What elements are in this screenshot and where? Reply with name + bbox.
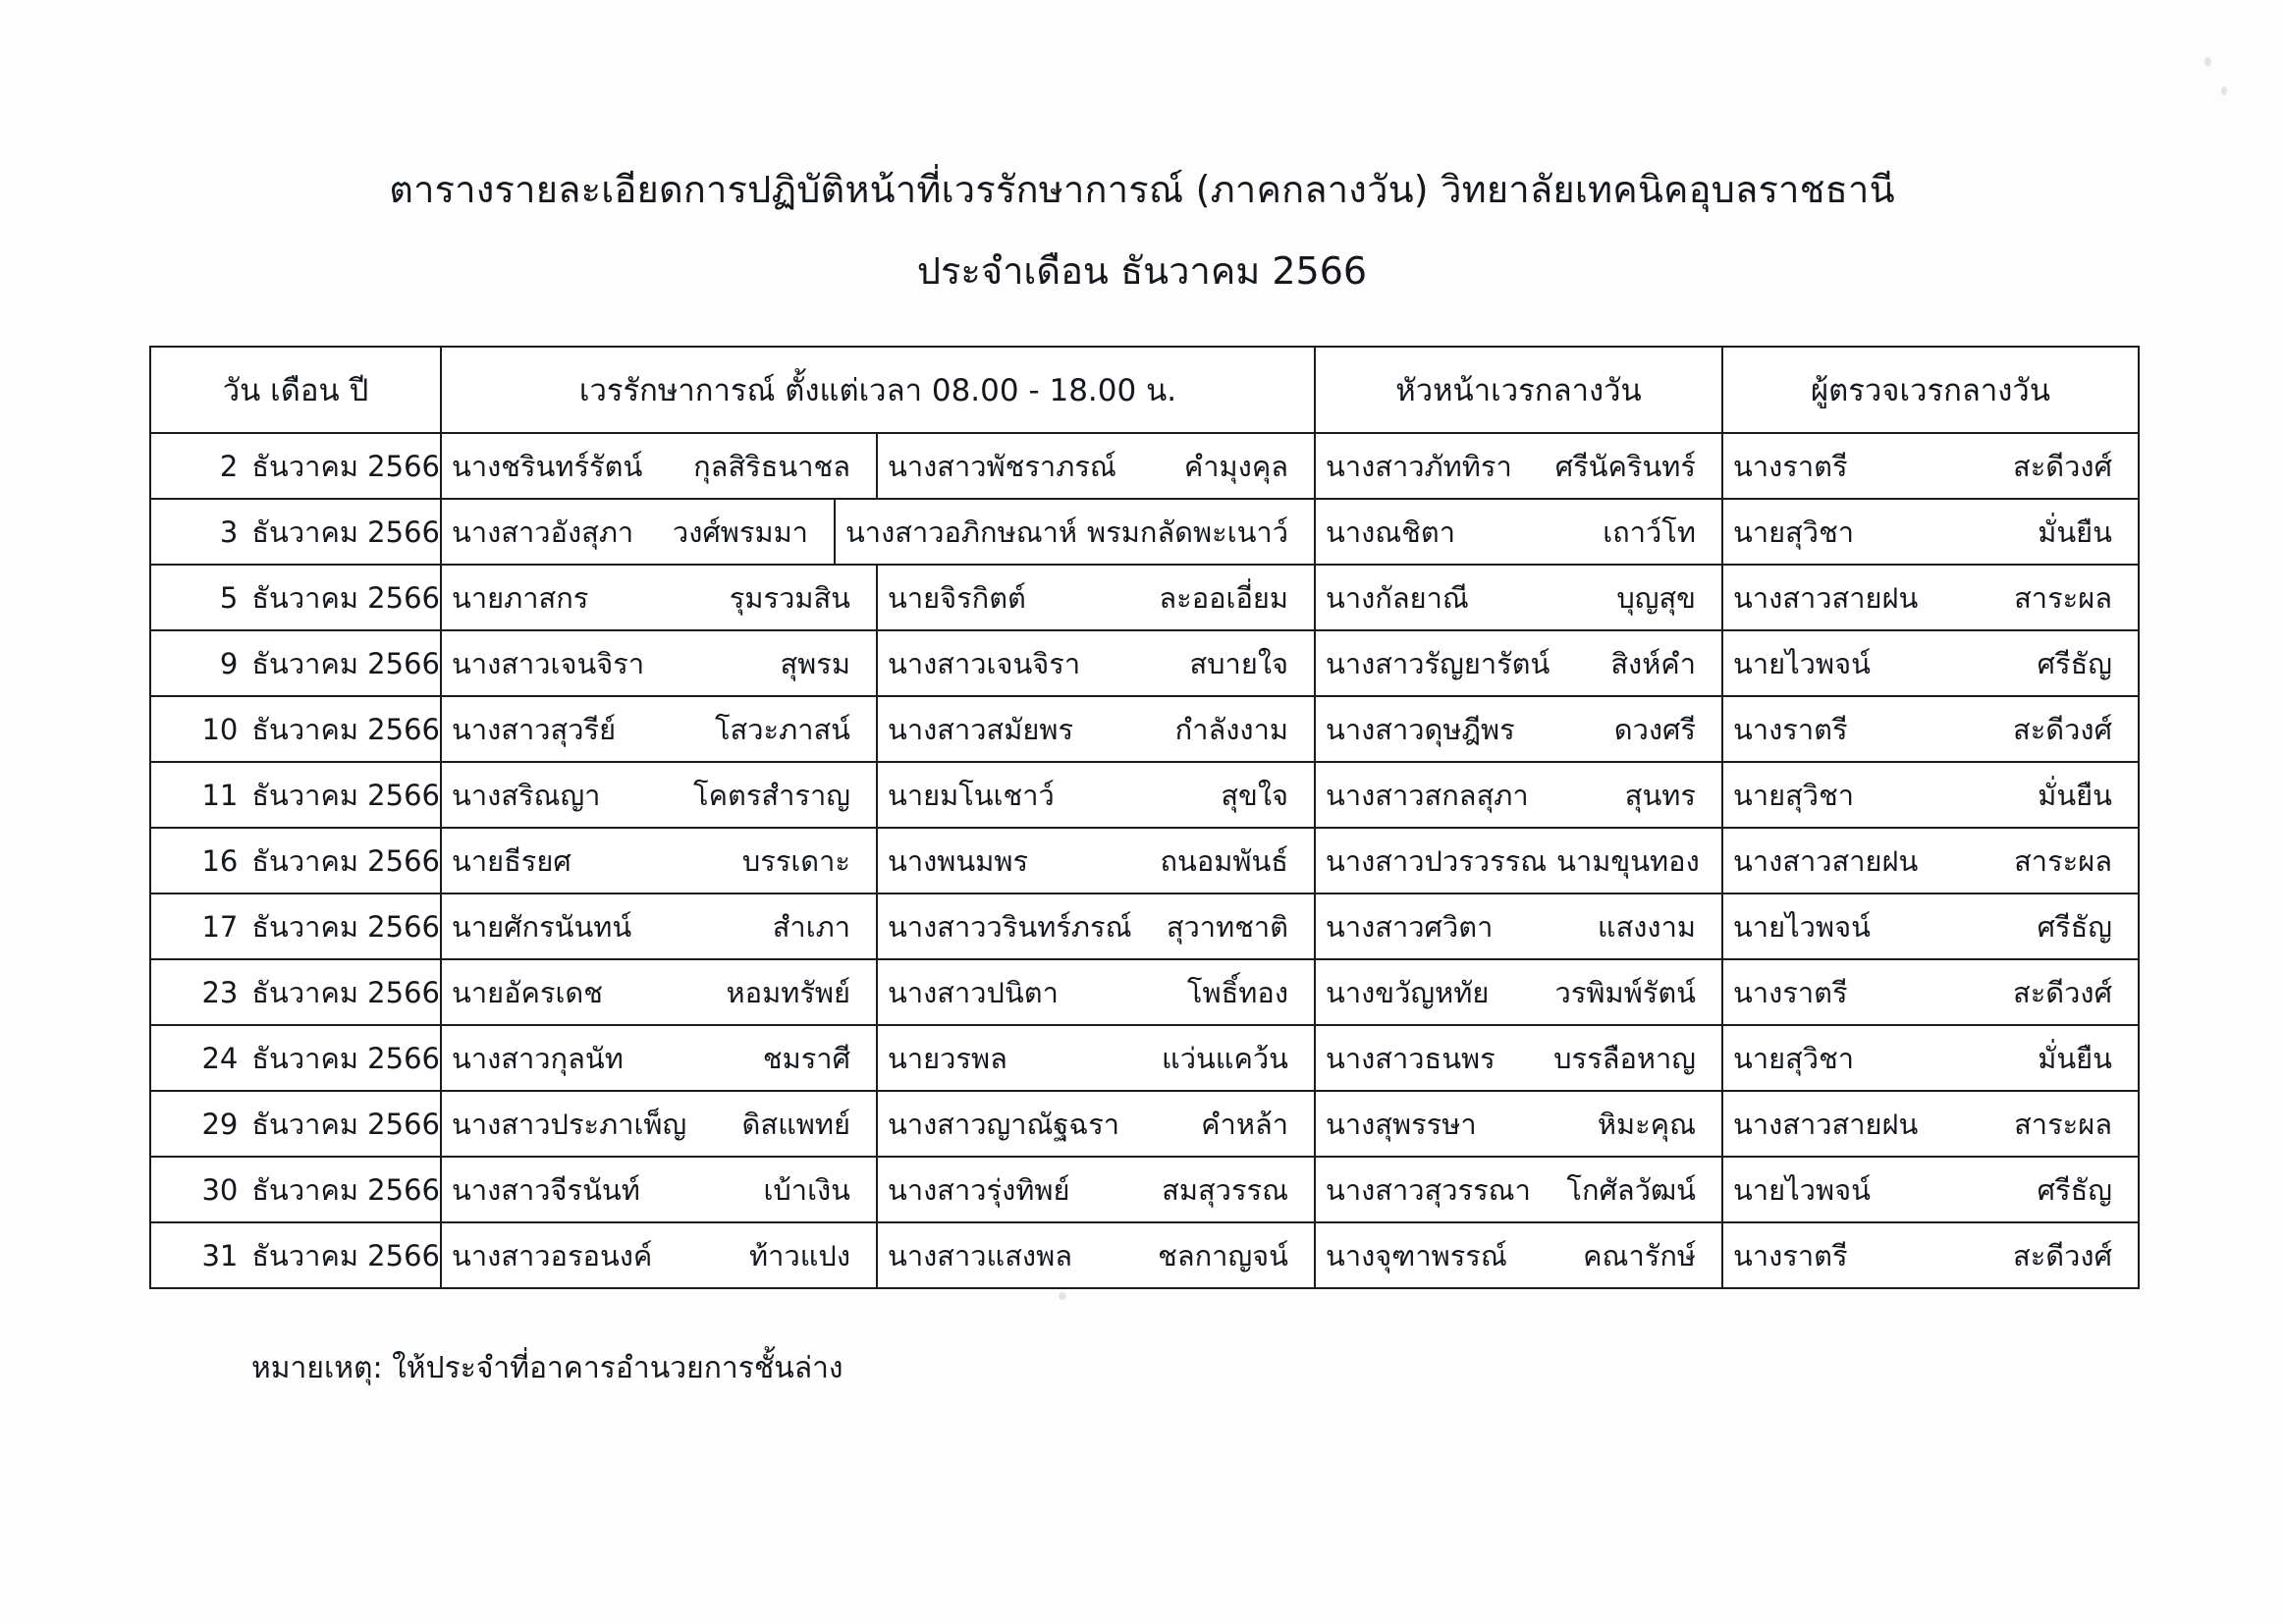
person-given-name: นายภาสกร: [452, 580, 589, 615]
date-month-year: ธันวาคม 2566: [251, 843, 440, 878]
cell-inspector: [1722, 1157, 2139, 1222]
person-family-name: มั่นยืน: [2038, 1041, 2112, 1075]
person-family-name: สะดีวงศ์: [2013, 1238, 2112, 1272]
person-family-name: ศรีนัครินทร์: [1554, 449, 1696, 483]
table-row: [150, 959, 2139, 1025]
person-given-name: นางพนมพร: [888, 843, 1029, 878]
date-day: 16: [201, 843, 239, 878]
cell-inspector: [1722, 893, 2139, 959]
person-family-name: เบ้าเงิน: [763, 1172, 850, 1207]
table-row: [150, 828, 2139, 893]
duty-officer-1: [442, 829, 878, 893]
cell-date: [150, 433, 441, 499]
cell-inspector: [1722, 1091, 2139, 1157]
person-family-name: ศรีธัญ: [2037, 646, 2112, 680]
duty-officer-2: [878, 434, 1314, 498]
schedule-table-wrapper: [149, 346, 2138, 1289]
person-given-name: นางสาวสายฝน: [1733, 580, 1919, 615]
person-given-name: นางราตรี: [1733, 449, 1848, 483]
schedule-table-body: [150, 433, 2139, 1288]
duty-officer-1: [442, 1223, 878, 1287]
date-month-year: ธันวาคม 2566: [251, 514, 440, 549]
person-given-name: นางจุฑาพรรณ์: [1326, 1238, 1507, 1272]
person-given-name: นางสาวศวิตา: [1326, 909, 1494, 944]
cell-duty-officers: [441, 959, 1315, 1025]
scan-artifact: [2221, 86, 2227, 95]
person-family-name: สบายใจ: [1189, 646, 1288, 680]
person-given-name: นางสาวรุ่งทิพย์: [888, 1172, 1070, 1207]
person-given-name: นางราตรี: [1733, 712, 1848, 746]
person-family-name: สาระผล: [2014, 580, 2112, 615]
person-family-name: รุมรวมสิน: [729, 580, 850, 615]
person-family-name: มั่นยืน: [2038, 778, 2112, 812]
person-given-name: นายศักรนันทน์: [452, 909, 632, 944]
person-family-name: หิมะคุณ: [1597, 1107, 1696, 1141]
person-given-name: นางสาวเจนจิรา: [888, 646, 1081, 680]
table-row: [150, 696, 2139, 762]
duty-officer-1: [442, 566, 878, 629]
date-month-year: ธันวาคม 2566: [251, 1041, 440, 1075]
person-given-name: นางสาวอรอนงค์: [452, 1238, 653, 1272]
person-family-name: มั่นยืน: [2038, 514, 2112, 549]
person-family-name: นามขุนทอง: [1556, 843, 1700, 878]
duty-officer-1: [442, 1026, 878, 1090]
date-day: 24: [201, 1041, 239, 1075]
table-row: [150, 893, 2139, 959]
cell-shift-leader: [1315, 499, 1722, 565]
person-given-name: นางสาวธนพร: [1326, 1041, 1495, 1075]
person-given-name: นางสาวสมัยพร: [888, 712, 1074, 746]
person-given-name: นางสาวภัททิรา: [1326, 449, 1512, 483]
date-day: 23: [201, 975, 239, 1009]
date-month-year: ธันวาคม 2566: [251, 909, 440, 944]
date-day: 3: [219, 514, 239, 549]
cell-date: [150, 499, 441, 565]
duty-officer-2: [878, 697, 1314, 761]
person-given-name: นางขวัญหทัย: [1326, 975, 1490, 1009]
person-given-name: นางสาวสกลสุภา: [1326, 778, 1529, 812]
column-header-shift-leader: หัวหน้าเวรกลางวัน: [1315, 347, 1722, 433]
person-given-name: นางสาววรินทร์ภรณ์: [888, 909, 1132, 944]
schedule-table: [149, 346, 2140, 1289]
person-given-name: นางสาวพัชราภรณ์: [888, 449, 1116, 483]
person-given-name: นางสาวสุวรรณา: [1326, 1172, 1531, 1207]
cell-shift-leader: [1315, 893, 1722, 959]
person-given-name: นายมโนเชาว์: [888, 778, 1055, 812]
cell-duty-officers: [441, 828, 1315, 893]
person-family-name: แว่นแคว้น: [1162, 1041, 1288, 1075]
person-family-name: คำหล้า: [1201, 1107, 1288, 1141]
cell-duty-officers: [441, 893, 1315, 959]
cell-inspector: [1722, 499, 2139, 565]
duty-officer-1: [442, 434, 878, 498]
cell-duty-officers: [441, 630, 1315, 696]
person-given-name: นายอัครเดช: [452, 975, 603, 1009]
person-given-name: นางณชิตา: [1326, 514, 1455, 549]
cell-date: [150, 1222, 441, 1288]
person-given-name: นางสุพรรษา: [1326, 1107, 1477, 1141]
person-family-name: พรมกลัดพะเนาว์: [1087, 514, 1288, 549]
date-day: 29: [201, 1107, 239, 1141]
cell-inspector: [1722, 1222, 2139, 1288]
date-month-year: ธันวาคม 2566: [251, 778, 440, 812]
person-given-name: นายไวพจน์: [1733, 1172, 1871, 1207]
date-month-year: ธันวาคม 2566: [251, 975, 440, 1009]
cell-date: [150, 1025, 441, 1091]
cell-date: [150, 630, 441, 696]
cell-inspector: [1722, 565, 2139, 630]
person-given-name: นางสาวประภาเพ็ญ: [452, 1107, 687, 1141]
duty-officer-1: [442, 1158, 878, 1221]
duty-officer-1: [442, 1092, 878, 1156]
person-family-name: สำเภา: [772, 909, 850, 944]
person-given-name: นางสาวปวรวรรณ: [1326, 843, 1548, 878]
duty-officer-2: [836, 500, 1314, 564]
person-family-name: ศรีธัญ: [2037, 1172, 2112, 1207]
duty-officer-2: [878, 631, 1314, 695]
cell-shift-leader: [1315, 1091, 1722, 1157]
table-row: [150, 630, 2139, 696]
person-given-name: นางสาวสายฝน: [1733, 1107, 1919, 1141]
cell-duty-officers: [441, 1091, 1315, 1157]
footer-note: หมายเหตุ: ให้ประจำที่อาคารอำนวยการชั้นล่าง: [251, 1351, 843, 1385]
duty-officer-2: [878, 894, 1314, 958]
person-given-name: นางสาวอังสุภา: [452, 514, 634, 549]
column-header-duty: เวรรักษาการณ์ ตั้งแต่เวลา 08.00 - 18.00 น.: [441, 347, 1315, 433]
cell-duty-officers: [441, 565, 1315, 630]
table-header-row: [150, 347, 2139, 433]
date-month-year: ธันวาคม 2566: [251, 646, 440, 680]
table-row: [150, 433, 2139, 499]
person-family-name: โพธิ์ทอง: [1186, 975, 1288, 1009]
date-month-year: ธันวาคม 2566: [251, 1238, 440, 1272]
table-row: [150, 1091, 2139, 1157]
duty-officer-2: [878, 960, 1314, 1024]
cell-shift-leader: [1315, 433, 1722, 499]
person-given-name: นายธีรยศ: [452, 843, 571, 878]
person-family-name: ศรีธัญ: [2037, 909, 2112, 944]
person-family-name: สุพรม: [780, 646, 850, 680]
person-family-name: ชลกาญจน์: [1158, 1238, 1288, 1272]
cell-shift-leader: [1315, 696, 1722, 762]
person-given-name: นายไวพจน์: [1733, 909, 1871, 944]
person-given-name: นางชรินทร์รัตน์: [452, 449, 643, 483]
cell-date: [150, 565, 441, 630]
date-day: 10: [201, 712, 239, 746]
date-day: 17: [201, 909, 239, 944]
cell-duty-officers: [441, 499, 1315, 565]
cell-shift-leader: [1315, 959, 1722, 1025]
duty-officer-1: [442, 631, 878, 695]
person-family-name: ถนอมพันธ์: [1160, 843, 1288, 878]
cell-date: [150, 1091, 441, 1157]
cell-shift-leader: [1315, 565, 1722, 630]
cell-duty-officers: [441, 433, 1315, 499]
cell-inspector: [1722, 762, 2139, 828]
cell-inspector: [1722, 630, 2139, 696]
cell-shift-leader: [1315, 1157, 1722, 1222]
person-family-name: บุญสุข: [1616, 580, 1696, 615]
person-given-name: นางราตรี: [1733, 1238, 1848, 1272]
duty-officer-1: [442, 894, 878, 958]
date-month-year: ธันวาคม 2566: [251, 1107, 440, 1141]
person-given-name: นางสาวเจนจิรา: [452, 646, 645, 680]
cell-duty-officers: [441, 762, 1315, 828]
cell-date: [150, 762, 441, 828]
person-given-name: นายสุวิชา: [1733, 514, 1855, 549]
cell-date: [150, 959, 441, 1025]
person-family-name: วงศ์พรมมา: [672, 514, 808, 549]
table-row: [150, 762, 2139, 828]
cell-duty-officers: [441, 696, 1315, 762]
duty-officer-2: [878, 1223, 1314, 1287]
person-family-name: หอมทรัพย์: [726, 975, 850, 1009]
person-given-name: นางกัลยาณี: [1326, 580, 1469, 615]
person-family-name: บรรเดาะ: [741, 843, 850, 878]
person-given-name: นายสุวิชา: [1733, 778, 1855, 812]
cell-duty-officers: [441, 1222, 1315, 1288]
person-family-name: สาระผล: [2014, 843, 2112, 878]
duty-officer-1: [442, 763, 878, 827]
cell-inspector: [1722, 1025, 2139, 1091]
duty-officer-2: [878, 1026, 1314, 1090]
person-given-name: นายจิรกิตต์: [888, 580, 1026, 615]
date-month-year: ธันวาคม 2566: [251, 449, 440, 483]
cell-date: [150, 1157, 441, 1222]
date-month-year: ธันวาคม 2566: [251, 1172, 440, 1207]
duty-officer-2: [878, 566, 1314, 629]
person-given-name: นางสาวรัญยารัตน์: [1326, 646, 1550, 680]
person-family-name: เถาว์โท: [1603, 514, 1696, 549]
person-family-name: วรพิมพ์รัตน์: [1554, 975, 1696, 1009]
person-family-name: คำมุงคุล: [1183, 449, 1288, 483]
table-row: [150, 1157, 2139, 1222]
date-day: 30: [201, 1172, 239, 1207]
duty-officer-2: [878, 1158, 1314, 1221]
duty-officer-2: [878, 829, 1314, 893]
person-family-name: สะดีวงศ์: [2013, 975, 2112, 1009]
date-day: 31: [201, 1238, 239, 1272]
duty-officer-1: [442, 500, 836, 564]
person-family-name: สะดีวงศ์: [2013, 449, 2112, 483]
person-given-name: นางสาวสุวรีย์: [452, 712, 617, 746]
person-given-name: นางสาวจีรนันท์: [452, 1172, 640, 1207]
cell-duty-officers: [441, 1157, 1315, 1222]
person-family-name: สุขใจ: [1221, 778, 1288, 812]
cell-inspector: [1722, 696, 2139, 762]
person-family-name: ดวงศรี: [1613, 712, 1696, 746]
person-family-name: โกศัลวัฒน์: [1566, 1172, 1696, 1207]
table-row: [150, 499, 2139, 565]
table-row: [150, 1222, 2139, 1288]
date-day: 2: [219, 449, 239, 483]
duty-officer-1: [442, 697, 878, 761]
person-family-name: สาระผล: [2014, 1107, 2112, 1141]
person-family-name: สิงห์คำ: [1610, 646, 1696, 680]
person-given-name: นายวรพล: [888, 1041, 1007, 1075]
person-given-name: นางสาวอภิกษณาห์: [844, 514, 1078, 549]
cell-shift-leader: [1315, 1025, 1722, 1091]
person-family-name: สุวาทชาติ: [1166, 909, 1288, 944]
cell-date: [150, 893, 441, 959]
cell-inspector: [1722, 433, 2139, 499]
duty-officer-2: [878, 1092, 1314, 1156]
cell-shift-leader: [1315, 762, 1722, 828]
column-header-date: วัน เดือน ปี: [150, 347, 441, 433]
cell-date: [150, 696, 441, 762]
cell-shift-leader: [1315, 630, 1722, 696]
person-given-name: นางสาวแสงพล: [888, 1238, 1072, 1272]
person-given-name: นางราตรี: [1733, 975, 1848, 1009]
person-given-name: นางสาวญาณัฐฉรา: [888, 1107, 1120, 1141]
person-given-name: นายไวพจน์: [1733, 646, 1871, 680]
person-given-name: นางสาวสายฝน: [1733, 843, 1919, 878]
person-family-name: แสงงาม: [1597, 909, 1696, 944]
person-family-name: สุนทร: [1624, 778, 1696, 812]
person-family-name: โคตรสำราญ: [693, 778, 850, 812]
person-given-name: นางสาวดุษฎีพร: [1326, 712, 1515, 746]
person-family-name: บรรลือหาญ: [1553, 1041, 1696, 1075]
person-given-name: นางสาวกุลนัท: [452, 1041, 624, 1075]
duty-officer-1: [442, 960, 878, 1024]
person-family-name: กุลสิริธนาชล: [693, 449, 850, 483]
scan-artifact: [1059, 1292, 1066, 1300]
date-month-year: ธันวาคม 2566: [251, 712, 440, 746]
cell-shift-leader: [1315, 1222, 1722, 1288]
cell-duty-officers: [441, 1025, 1315, 1091]
date-day: 5: [219, 580, 239, 615]
column-header-inspector: ผู้ตรวจเวรกลางวัน: [1722, 347, 2139, 433]
cell-shift-leader: [1315, 828, 1722, 893]
person-family-name: คณารักษ์: [1583, 1238, 1696, 1272]
page-title: ตารางรายละเอียดการปฏิบัติหน้าที่เวรรักษาการณ์ (ภาคกลางวัน) วิทยาลัยเทคนิคอุบลราชธานี: [389, 168, 1895, 211]
date-month-year: ธันวาคม 2566: [251, 580, 440, 615]
person-family-name: ละออเอี่ยม: [1159, 580, 1288, 615]
person-family-name: โสวะภาสน์: [714, 712, 850, 746]
document-title-block: [0, 165, 2284, 298]
person-family-name: ชมราศี: [762, 1041, 850, 1075]
person-given-name: นางสาวปนิตา: [888, 975, 1059, 1009]
table-row: [150, 565, 2139, 630]
cell-date: [150, 828, 441, 893]
date-day: 9: [219, 646, 239, 680]
date-day: 11: [201, 778, 239, 812]
scan-artifact: [2204, 57, 2211, 67]
person-family-name: ท้าวแปง: [749, 1238, 850, 1272]
table-row: [150, 1025, 2139, 1091]
page-subtitle: ประจำเดือน ธันวาคม 2566: [916, 249, 1368, 294]
person-family-name: สมสุวรรณ: [1162, 1172, 1288, 1207]
cell-inspector: [1722, 959, 2139, 1025]
cell-inspector: [1722, 828, 2139, 893]
person-given-name: นายสุวิชา: [1733, 1041, 1855, 1075]
person-family-name: สะดีวงศ์: [2013, 712, 2112, 746]
duty-officer-2: [878, 763, 1314, 827]
person-family-name: กำลังงาม: [1174, 712, 1288, 746]
person-family-name: ดิสแพทย์: [741, 1107, 850, 1141]
person-given-name: นางสริณญา: [452, 778, 601, 812]
